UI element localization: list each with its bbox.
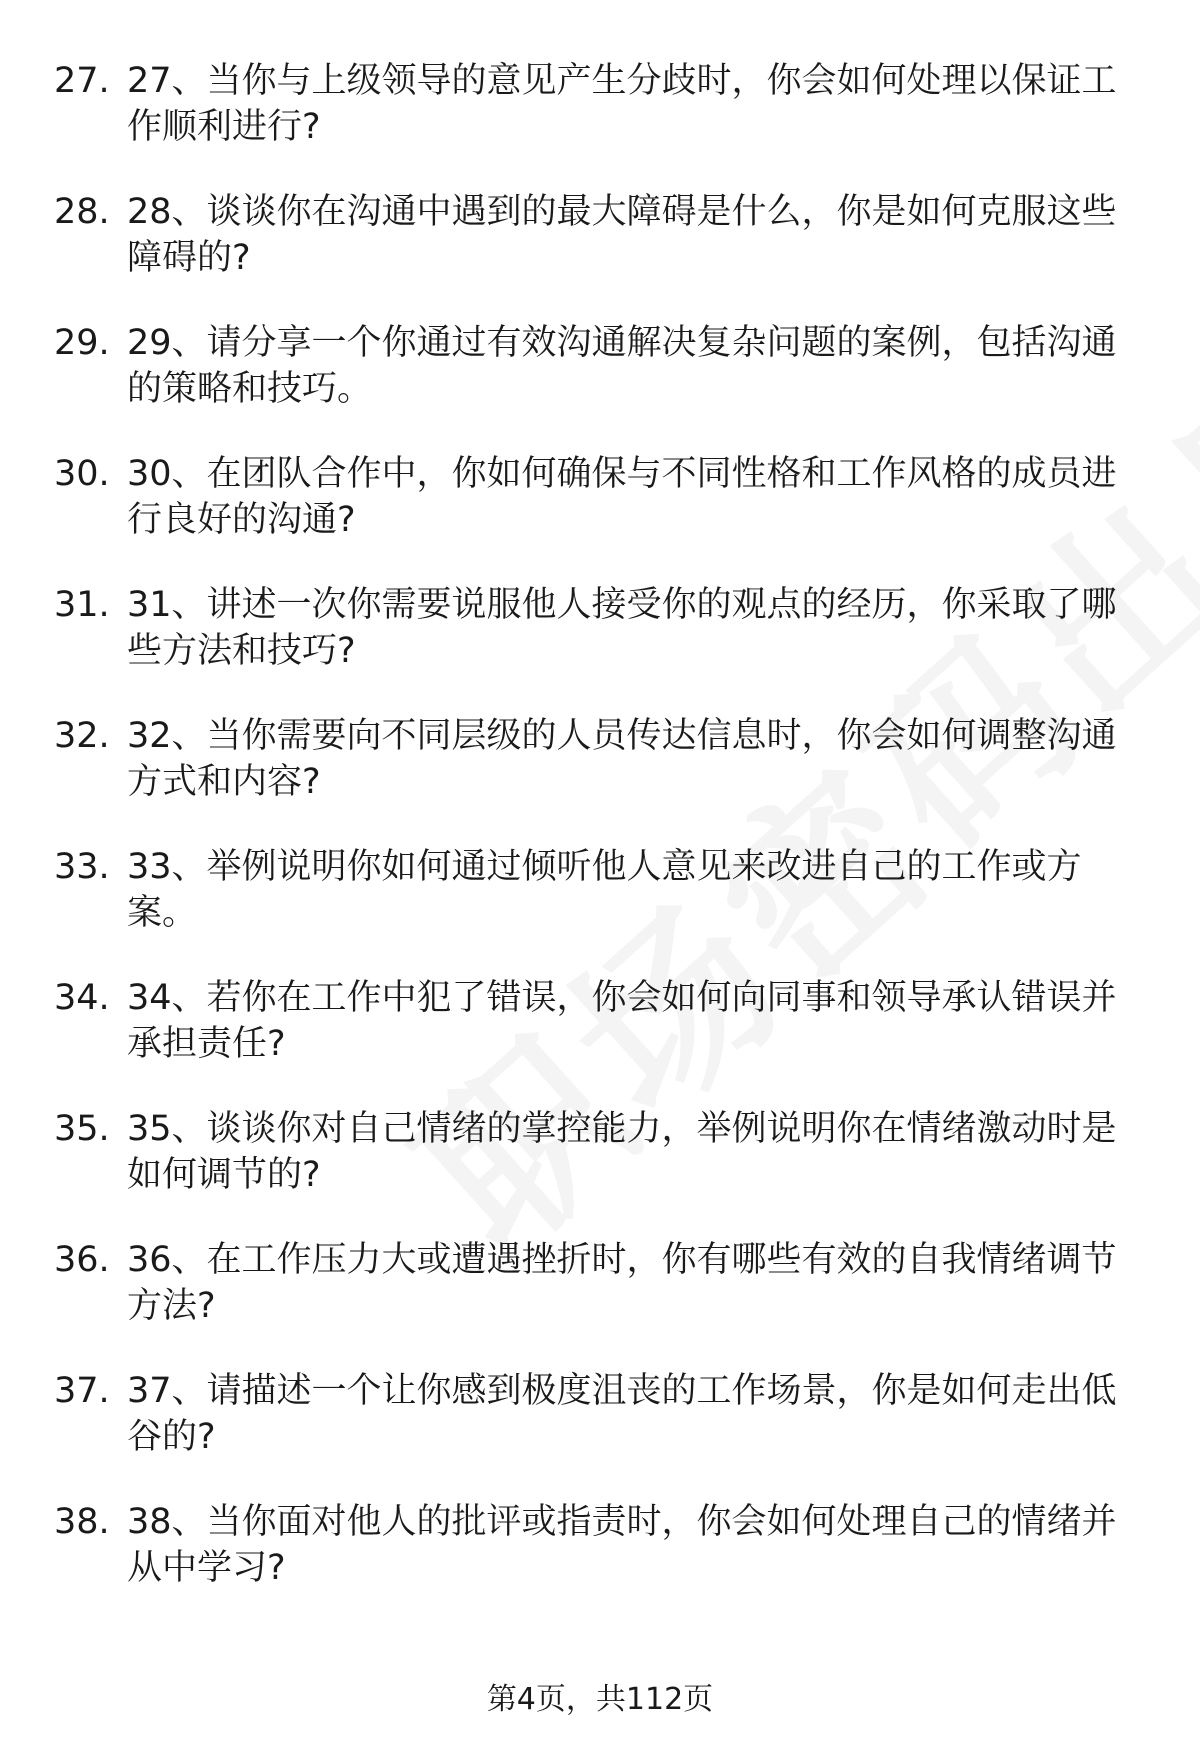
question-item bbox=[0, 58, 1200, 189]
question-text: 33、举例说明你如何通过倾听他人意见来改进自己的工作或方案。 bbox=[127, 847, 1082, 933]
question-item bbox=[0, 582, 1200, 713]
question-text: 36、在工作压力大或遭遇挫折时，你有哪些有效的自我情绪调节方法? bbox=[127, 1240, 1117, 1326]
question-item bbox=[0, 189, 1200, 320]
question-number: 34. bbox=[54, 978, 110, 1018]
question-text: 37、请描述一个让你感到极度沮丧的工作场景，你是如何走出低谷的? bbox=[127, 1371, 1117, 1457]
question-number: 27. bbox=[54, 61, 110, 101]
question-item bbox=[0, 320, 1200, 451]
question-number: 30. bbox=[54, 454, 110, 494]
question-text: 30、在团队合作中，你如何确保与不同性格和工作风格的成员进行良好的沟通? bbox=[127, 454, 1117, 540]
question-number: 35. bbox=[54, 1109, 110, 1149]
question-text: 27、当你与上级领导的意见产生分歧时，你会如何处理以保证工作顺利进行? bbox=[127, 61, 1117, 147]
question-number: 32. bbox=[54, 716, 110, 756]
question-text: 35、谈谈你对自己情绪的掌控能力，举例说明你在情绪激动时是如何调节的? bbox=[127, 1109, 1117, 1195]
question-item bbox=[0, 1499, 1200, 1630]
question-item bbox=[0, 713, 1200, 844]
question-text: 29、请分享一个你通过有效沟通解决复杂问题的案例，包括沟通的策略和技巧。 bbox=[127, 323, 1117, 409]
page-indicator: 第4页，共112页 bbox=[486, 1682, 714, 1717]
question-text: 31、讲述一次你需要说服他人接受你的观点的经历，你采取了哪些方法和技巧? bbox=[127, 585, 1117, 671]
question-item bbox=[0, 1106, 1200, 1237]
question-number: 33. bbox=[54, 847, 110, 887]
question-number: 36. bbox=[54, 1240, 110, 1280]
question-number: 29. bbox=[54, 323, 110, 363]
question-item bbox=[0, 1368, 1200, 1499]
question-text: 28、谈谈你在沟通中遇到的最大障碍是什么，你是如何克服这些障碍的? bbox=[127, 192, 1117, 278]
question-number: 31. bbox=[54, 585, 110, 625]
question-text: 34、若你在工作中犯了错误，你会如何向同事和领导承认错误并承担责任? bbox=[127, 978, 1117, 1064]
question-number: 28. bbox=[54, 192, 110, 232]
question-item bbox=[0, 975, 1200, 1106]
question-item bbox=[0, 844, 1200, 975]
question-item bbox=[0, 451, 1200, 582]
question-item bbox=[0, 1237, 1200, 1368]
question-list bbox=[0, 58, 1200, 1630]
question-number: 37. bbox=[54, 1371, 110, 1411]
question-text: 38、当你面对他人的批评或指责时，你会如何处理自己的情绪并从中学习? bbox=[127, 1502, 1117, 1588]
question-text: 32、当你需要向不同层级的人员传达信息时，你会如何调整沟通方式和内容? bbox=[127, 716, 1117, 802]
question-number: 38. bbox=[54, 1502, 110, 1542]
